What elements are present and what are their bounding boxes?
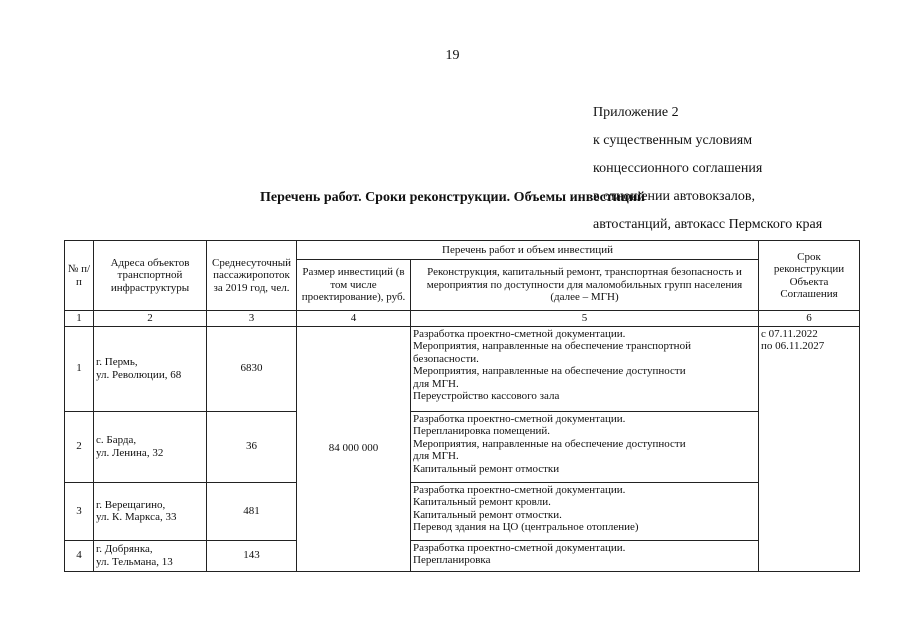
appendix-line: концессионного соглашения bbox=[593, 161, 763, 176]
work-item: Разработка проектно-сметной документации. bbox=[413, 327, 626, 340]
row-works bbox=[411, 326, 759, 411]
work-item: Перевод здания на ЦО (центральное отопление) bbox=[413, 521, 639, 533]
address-line: ул. К. Маркса, 33 bbox=[96, 511, 177, 523]
investment-total: 84 000 000 bbox=[297, 326, 411, 571]
column-number: 6 bbox=[759, 311, 860, 327]
appendix-line: Приложение 2 bbox=[593, 105, 679, 120]
work-item: безопасности. bbox=[413, 352, 479, 365]
row-traffic: 481 bbox=[207, 482, 297, 540]
page-number: 19 bbox=[445, 48, 460, 63]
row-num: 2 bbox=[65, 411, 94, 482]
header-traffic: Среднесуточный пассажиропоток за 2019 год, чел. bbox=[207, 241, 297, 311]
row-num: 1 bbox=[65, 326, 94, 411]
reconstruction-term bbox=[759, 326, 860, 571]
work-item: Мероприятия, направленные на обеспечение доступности bbox=[413, 365, 686, 377]
table-header-row bbox=[65, 241, 860, 260]
document-title: Перечень работ. Сроки реконструкции. Объемы инвестиций bbox=[260, 190, 645, 205]
row-address bbox=[94, 540, 207, 571]
work-item: Перепланировка bbox=[413, 554, 491, 566]
address-line: ул. Ленина, 32 bbox=[96, 446, 164, 459]
address-line: ул. Революции, 68 bbox=[96, 368, 182, 381]
row-works bbox=[411, 540, 759, 571]
row-address bbox=[94, 482, 207, 540]
work-item: Переустройство кассового зала bbox=[413, 390, 560, 402]
row-works bbox=[411, 482, 759, 540]
address-line: г. Пермь, bbox=[96, 356, 138, 368]
work-item: для МГН. bbox=[413, 450, 459, 462]
column-number: 4 bbox=[297, 311, 411, 327]
work-item: Капитальный ремонт отмостки bbox=[413, 462, 560, 475]
appendix-line: к существенным условиям bbox=[593, 133, 753, 148]
header-term: Срок реконструкции Объекта Соглашения bbox=[759, 241, 860, 311]
work-item: для МГН. bbox=[413, 377, 459, 390]
works-table bbox=[64, 240, 860, 572]
work-item: Капитальный ремонт отмостки. bbox=[413, 508, 562, 521]
table-row bbox=[65, 411, 860, 482]
term-line: по 06.11.2027 bbox=[761, 340, 825, 352]
address-line: г. Верещагино, bbox=[96, 498, 166, 511]
work-item: Разработка проектно-сметной документации. bbox=[413, 412, 626, 425]
address-line: ул. Тельмана, 13 bbox=[96, 555, 173, 568]
column-number-row bbox=[65, 311, 860, 327]
work-item: Разработка проектно-сметной документации. bbox=[413, 483, 626, 496]
row-works bbox=[411, 411, 759, 482]
column-number: 1 bbox=[65, 311, 94, 327]
header-reconstruction: Реконструкция, капитальный ремонт, транспортная безопасность и мероприятия по доступности для маломобильных групп населения (далее – МГН) bbox=[411, 260, 759, 311]
column-number: 2 bbox=[94, 311, 207, 327]
work-item: Мероприятия, направленные на обеспечение доступности bbox=[413, 437, 686, 450]
table-row bbox=[65, 540, 860, 571]
work-item: Капитальный ремонт кровли. bbox=[413, 496, 551, 508]
header-address: Адреса объектов транспортной инфраструктуры bbox=[94, 241, 207, 311]
row-address bbox=[94, 411, 207, 482]
header-investment: Размер инвестиций (в том числе проектирование), руб. bbox=[297, 260, 411, 311]
row-traffic: 143 bbox=[207, 540, 297, 571]
table-row bbox=[65, 326, 860, 411]
header-works-group: Перечень работ и объем инвестиций bbox=[297, 241, 759, 260]
column-number: 5 bbox=[411, 311, 759, 327]
column-number: 3 bbox=[207, 311, 297, 327]
row-num: 3 bbox=[65, 482, 94, 540]
appendix-line: в отношении автовокзалов, bbox=[593, 189, 756, 204]
table-row bbox=[65, 482, 860, 540]
row-address bbox=[94, 326, 207, 411]
work-item: Мероприятия, направленные на обеспечение транспортной bbox=[413, 340, 691, 352]
row-num: 4 bbox=[65, 540, 94, 571]
row-traffic: 6830 bbox=[207, 326, 297, 411]
appendix-note bbox=[593, 92, 822, 246]
work-item: Разработка проектно-сметной документации. bbox=[413, 541, 626, 554]
address-line: г. Добрянка, bbox=[96, 543, 153, 555]
address-line: с. Барда, bbox=[96, 434, 137, 446]
term-line: с 07.11.2022 bbox=[761, 327, 818, 340]
header-num: № п/п bbox=[65, 241, 94, 311]
appendix-line: автостанций, автокасс Пермского края bbox=[593, 217, 823, 232]
work-item: Перепланировка помещений. bbox=[413, 425, 551, 437]
row-traffic: 36 bbox=[207, 411, 297, 482]
